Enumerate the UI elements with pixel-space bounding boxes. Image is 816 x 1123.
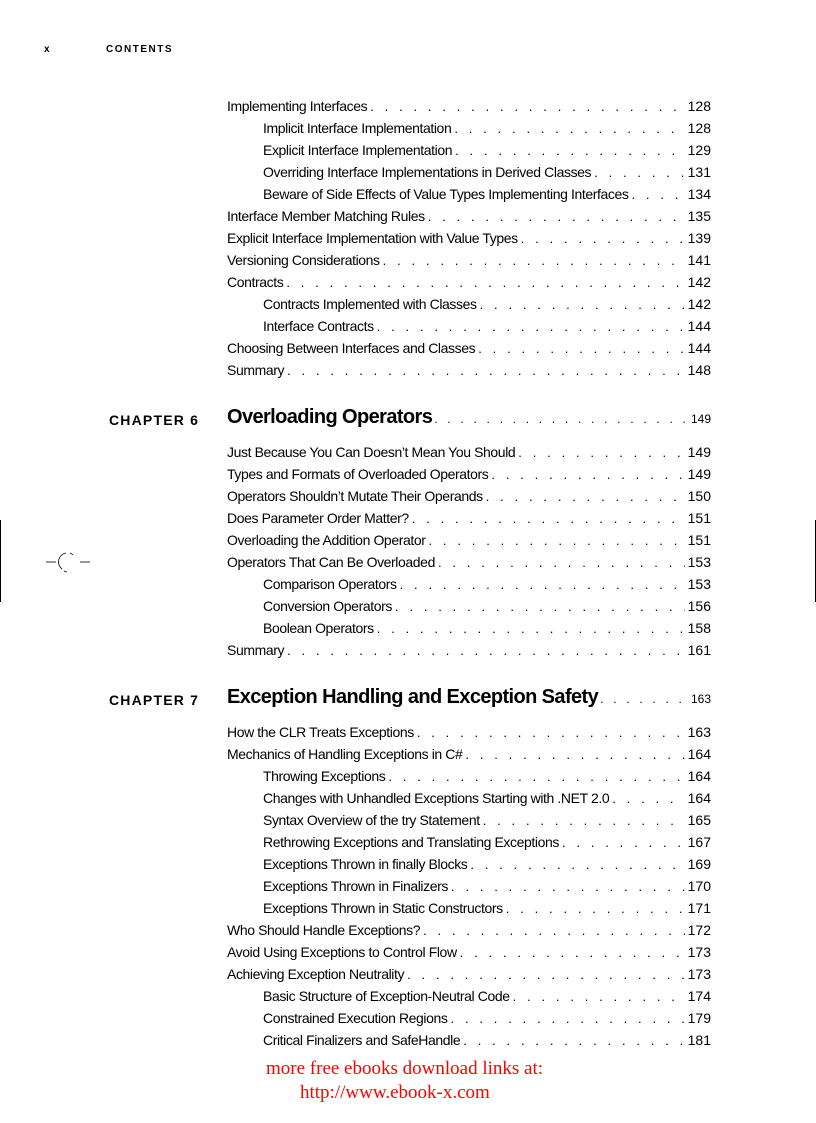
toc-entry[interactable] xyxy=(227,919,711,941)
crop-mark-left xyxy=(0,520,1,602)
entry-page: 167 xyxy=(687,834,711,850)
running-title: CONTENTS xyxy=(106,44,173,55)
entry-title: Comparison Operators xyxy=(263,576,397,592)
toc-entry[interactable] xyxy=(227,337,711,359)
toc-entry[interactable] xyxy=(227,95,711,117)
entry-page: 148 xyxy=(687,362,711,378)
entry-page: 163 xyxy=(687,724,711,740)
entry-title: Explicit Interface Implementation with Value Types xyxy=(227,230,518,246)
leader-dots xyxy=(388,766,684,788)
leader-dots xyxy=(286,272,684,294)
leader-dots xyxy=(480,294,685,316)
toc-section-interfaces xyxy=(227,95,711,381)
toc-entry[interactable] xyxy=(227,529,711,551)
entry-title: Rethrowing Exceptions and Translating Exceptions xyxy=(263,834,559,850)
entry-title: Throwing Exceptions xyxy=(263,768,386,784)
entry-title: Contracts xyxy=(227,274,284,290)
leader-dots xyxy=(287,360,685,382)
entry-page: 164 xyxy=(687,790,711,806)
leader-dots xyxy=(470,854,684,876)
entry-page: 153 xyxy=(687,554,711,570)
entry-page: 150 xyxy=(687,488,711,504)
toc-entry[interactable] xyxy=(227,617,711,639)
promo-text: more free ebooks download links at: xyxy=(266,1058,544,1079)
chapter-page: 149 xyxy=(690,412,711,426)
leader-dots xyxy=(483,810,685,832)
entry-title: Operators That Can Be Overloaded xyxy=(227,554,435,570)
leader-dots xyxy=(438,552,685,574)
entry-title: Boolean Operators xyxy=(263,620,374,636)
entry-page: 164 xyxy=(687,768,711,784)
entry-title: Just Because You Can Doesn’t Mean You Should xyxy=(227,444,516,460)
leader-dots xyxy=(423,920,685,942)
leader-dots xyxy=(287,640,685,662)
toc-entry[interactable] xyxy=(227,595,711,617)
entry-page: 144 xyxy=(687,340,711,356)
toc-entry[interactable] xyxy=(227,205,711,227)
toc-section-exceptions xyxy=(227,721,711,1051)
entry-title: Critical Finalizers and SafeHandle xyxy=(263,1032,461,1048)
entry-page: 142 xyxy=(687,274,711,290)
entry-page: 181 xyxy=(687,1032,711,1048)
toc-entry[interactable] xyxy=(227,809,711,831)
entry-title: Explicit Interface Implementation xyxy=(263,142,453,158)
promo-link[interactable]: http://www.ebook-x.com xyxy=(300,1082,490,1103)
entry-page: 179 xyxy=(687,1010,711,1026)
entry-page: 144 xyxy=(687,318,711,334)
entry-title: Achieving Exception Neutrality xyxy=(227,966,405,982)
toc-entry[interactable] xyxy=(227,875,711,897)
entry-title: Overloading the Addition Operator xyxy=(227,532,426,548)
leader-dots xyxy=(521,228,685,250)
leader-dots xyxy=(631,184,684,206)
leader-dots xyxy=(513,986,685,1008)
entry-title: Constrained Execution Regions xyxy=(263,1010,448,1026)
toc-entry[interactable] xyxy=(227,963,711,985)
entry-page: 131 xyxy=(687,164,711,180)
leader-dots xyxy=(454,118,684,140)
leader-dots xyxy=(486,486,685,508)
leader-dots xyxy=(395,596,685,618)
toc-entry[interactable] xyxy=(227,765,711,787)
toc-entry[interactable] xyxy=(227,941,711,963)
entry-page: 134 xyxy=(687,186,711,202)
toc-entry[interactable] xyxy=(227,507,711,529)
leader-dots xyxy=(383,250,685,272)
entry-page: 173 xyxy=(687,966,711,982)
leader-dots xyxy=(400,574,685,596)
leader-dots xyxy=(455,140,685,162)
entry-page: 128 xyxy=(687,120,711,136)
leader-dots xyxy=(451,1008,685,1030)
toc-entry[interactable] xyxy=(227,1007,711,1029)
toc-entry[interactable] xyxy=(227,787,711,809)
leader-dots xyxy=(600,692,689,706)
entry-title: Summary xyxy=(227,362,285,378)
entry-page: 142 xyxy=(687,296,711,312)
leader-dots xyxy=(518,442,684,464)
entry-page: 165 xyxy=(687,812,711,828)
entry-page: 151 xyxy=(687,510,711,526)
leader-dots xyxy=(451,876,685,898)
toc-entry[interactable] xyxy=(227,139,711,161)
leader-dots xyxy=(412,508,685,530)
entry-page: 149 xyxy=(687,466,711,482)
leader-dots xyxy=(377,618,685,640)
entry-page: 174 xyxy=(687,988,711,1004)
toc-entry[interactable] xyxy=(227,551,711,573)
entry-page: 171 xyxy=(687,900,711,916)
entry-title: Types and Formats of Overloaded Operators xyxy=(227,466,489,482)
leader-dots xyxy=(465,744,684,766)
entry-title: Contracts Implemented with Classes xyxy=(263,296,477,312)
toc-entry[interactable] xyxy=(227,117,711,139)
entry-title: How the CLR Treats Exceptions xyxy=(227,724,414,740)
entry-page: 170 xyxy=(687,878,711,894)
toc-entry[interactable] xyxy=(227,249,711,271)
entry-page: 139 xyxy=(687,230,711,246)
entry-title: Versioning Considerations xyxy=(227,252,380,268)
chapter-number: CHAPTER 7 xyxy=(109,692,200,708)
leader-dots xyxy=(594,162,684,184)
leader-dots xyxy=(370,96,684,118)
entry-title: Interface Contracts xyxy=(263,318,374,334)
toc-entry[interactable] xyxy=(227,743,711,765)
toc-entry[interactable] xyxy=(227,359,711,381)
entry-title: Conversion Operators xyxy=(263,598,392,614)
toc-entry[interactable] xyxy=(227,183,711,205)
entry-title: Overriding Interface Implementations in Derived Classes xyxy=(263,164,592,180)
toc-entry[interactable] xyxy=(227,161,711,183)
entry-title: Who Should Handle Exceptions? xyxy=(227,922,421,938)
entry-title: Implicit Interface Implementation xyxy=(263,120,452,136)
leader-dots xyxy=(417,722,685,744)
entry-page: 135 xyxy=(687,208,711,224)
entry-title: Does Parameter Order Matter? xyxy=(227,510,409,526)
entry-title: Exceptions Thrown in Finalizers xyxy=(263,878,448,894)
entry-title: Changes with Unhandled Exceptions Starting with .NET 2.0 xyxy=(263,790,610,806)
entry-title: Mechanics of Handling Exceptions in C# xyxy=(227,746,463,762)
toc-entry[interactable] xyxy=(227,485,711,507)
toc-entry[interactable] xyxy=(227,721,711,743)
entry-page: 164 xyxy=(687,746,711,762)
entry-page: 151 xyxy=(687,532,711,548)
registration-mark-icon xyxy=(46,549,90,575)
entry-page: 156 xyxy=(687,598,711,614)
toc-entry[interactable] xyxy=(227,853,711,875)
toc-entry[interactable] xyxy=(227,227,711,249)
entry-page: 129 xyxy=(687,142,711,158)
toc-entry[interactable] xyxy=(227,897,711,919)
toc-entry[interactable] xyxy=(227,271,711,293)
chapter-title: Exception Handling and Exception Safety xyxy=(227,686,599,708)
leader-dots xyxy=(407,964,685,986)
leader-dots xyxy=(562,832,685,854)
entry-title: Implementing Interfaces xyxy=(227,98,368,114)
leader-dots xyxy=(478,338,684,360)
leader-dots xyxy=(506,898,685,920)
leader-dots xyxy=(429,530,685,552)
toc-entry[interactable] xyxy=(227,463,711,485)
entry-title: Interface Member Matching Rules xyxy=(227,208,425,224)
entry-page: 158 xyxy=(687,620,711,636)
leader-dots xyxy=(460,942,685,964)
entry-page: 169 xyxy=(687,856,711,872)
entry-title: Beware of Side Effects of Value Types Implementing Interfaces xyxy=(263,186,629,202)
chapter-number: CHAPTER 6 xyxy=(109,412,200,428)
entry-title: Syntax Overview of the try Statement xyxy=(263,812,480,828)
toc-entry[interactable] xyxy=(227,1029,711,1051)
toc-entry[interactable] xyxy=(227,315,711,337)
entry-page: 149 xyxy=(687,444,711,460)
entry-page: 153 xyxy=(687,576,711,592)
entry-title: Avoid Using Exceptions to Control Flow xyxy=(227,944,457,960)
toc-entry[interactable] xyxy=(227,831,711,853)
leader-dots xyxy=(491,464,684,486)
chapter-page: 163 xyxy=(690,692,711,706)
entry-title: Operators Shouldn’t Mutate Their Operands xyxy=(227,488,483,504)
entry-page: 161 xyxy=(687,642,711,658)
leader-dots xyxy=(428,206,685,228)
leader-dots xyxy=(612,788,684,810)
toc-entry[interactable] xyxy=(227,573,711,595)
entry-title: Exceptions Thrown in finally Blocks xyxy=(263,856,468,872)
entry-page: 173 xyxy=(687,944,711,960)
entry-title: Summary xyxy=(227,642,285,658)
toc-section-operators xyxy=(227,441,711,661)
toc-entry[interactable] xyxy=(227,441,711,463)
entry-page: 141 xyxy=(687,252,711,268)
toc-entry[interactable] xyxy=(227,293,711,315)
chapter-title: Overloading Operators xyxy=(227,406,433,428)
leader-dots xyxy=(463,1030,684,1052)
leader-dots xyxy=(434,412,689,426)
toc-entry[interactable] xyxy=(227,985,711,1007)
toc-entry[interactable] xyxy=(227,639,711,661)
entry-page: 128 xyxy=(687,98,711,114)
entry-title: Choosing Between Interfaces and Classes xyxy=(227,340,476,356)
entry-page: 172 xyxy=(687,922,711,938)
entry-title: Exceptions Thrown in Static Constructors xyxy=(263,900,503,916)
entry-title: Basic Structure of Exception-Neutral Code xyxy=(263,988,510,1004)
page-number: x xyxy=(44,44,52,55)
leader-dots xyxy=(377,316,685,338)
